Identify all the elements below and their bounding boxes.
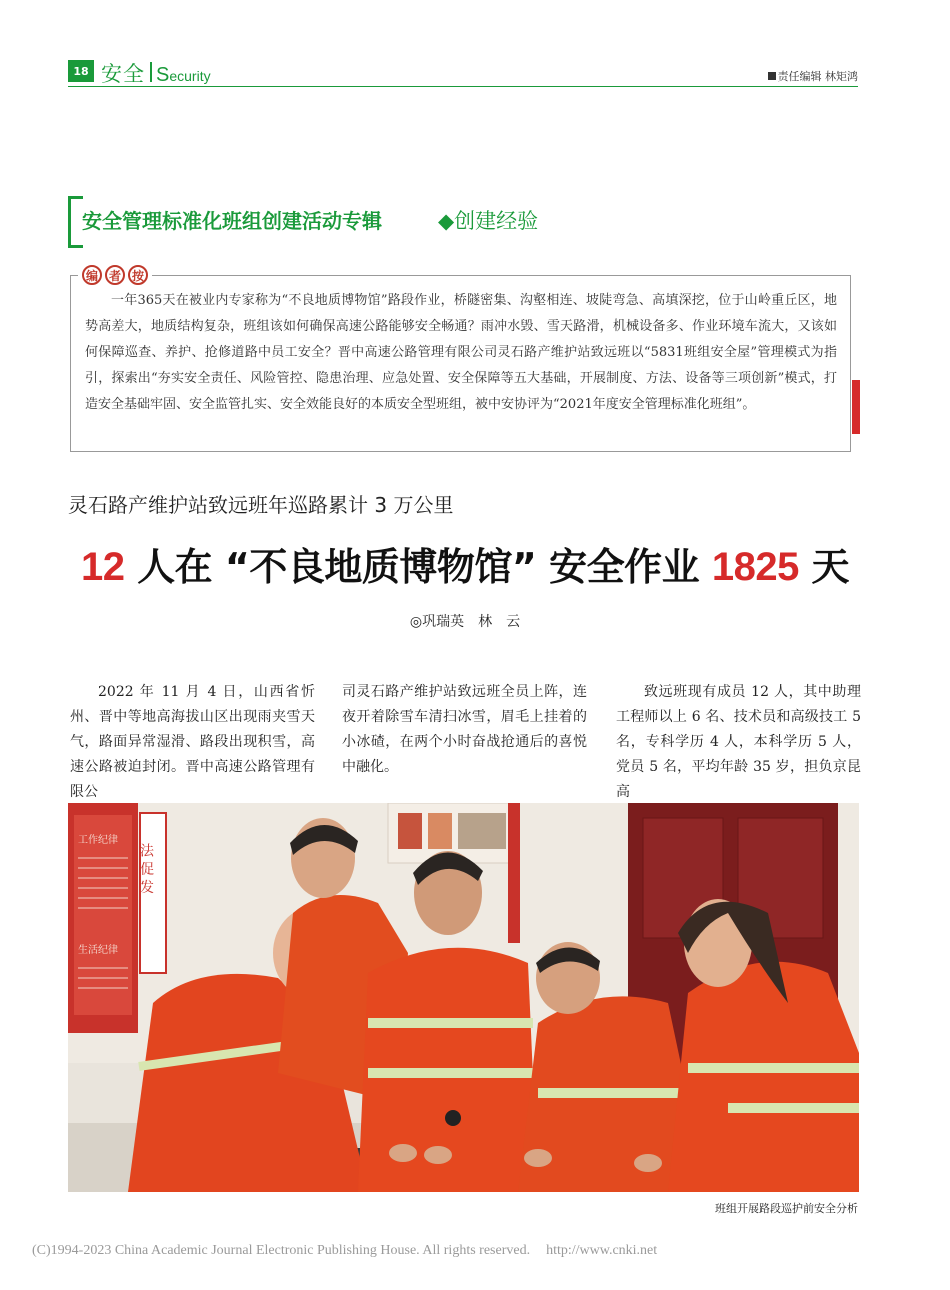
- column-subtitle: ◆创建经验: [438, 209, 539, 233]
- wall-sign: 法 促 发: [138, 843, 154, 894]
- note-label-char: 按: [128, 265, 148, 285]
- column-bracket: [68, 196, 83, 248]
- board-title: 工作纪律: [78, 835, 118, 846]
- column-title: 安全管理标准化班组创建活动专辑: [82, 209, 382, 233]
- article-headline: [0, 536, 930, 591]
- section-name: 安全: [101, 62, 145, 86]
- note-label-char: 编: [82, 265, 102, 285]
- byline: ◎巩瑞英 林 云: [409, 614, 521, 630]
- headline-number: 1825: [711, 545, 799, 589]
- team-photo: [68, 803, 859, 1192]
- article-kicker: 灵石路产维护站致远班年巡路累计 3 万公里: [68, 493, 454, 517]
- editor-credit: [768, 68, 859, 84]
- editor-note-label: [78, 265, 152, 285]
- section-divider: [150, 62, 152, 82]
- body-column-3: 致远班现有成员 12 人，其中助理工程师以上 6 名、技术员和高级技工 5 名，专科学历 4 人，本科学历 5 人，党员 5 名，平均年龄 35 岁，担负京昆高: [616, 684, 861, 800]
- photo-caption: 班组开展路段巡护前安全分析: [715, 1202, 858, 1215]
- editor-credit-text: 责任编辑 林矩鸿: [777, 70, 858, 83]
- page-edge-tab: [852, 380, 860, 434]
- headline-text: 天: [798, 545, 850, 589]
- page-footer: [32, 1243, 657, 1259]
- page-number: 18: [68, 60, 94, 82]
- header-rule: [68, 86, 858, 87]
- section-english-initial: S: [156, 64, 170, 86]
- note-label-char: 者: [105, 265, 125, 285]
- board-title: 生活纪律: [78, 945, 118, 956]
- section-name-english: [156, 64, 211, 87]
- editor-note-text: 一年365天在被业内专家称为“不良地质博物馆”路段作业，桥隧密集、沟壑相连、坡陡弯急、高填深挖，位于山岭重丘区，地势高差大，地质结构复杂，班组该如何确保高速公路能够安全畅通？雨冲水毁、雪天路滑，机械设备多、作业环境车流大，又该如何保障巡查、养护、抢修道路中员工安全？晋中高速公路管理有限公司灵石路产维护站致远班以“5831班组安全屋”管理模式为指引，探索出“夯实安全责任、风险管控、隐患治理、应急处置、安全保障等五大基础，开展制度、方法、设备等三项创新”模式，打造安全基础牢固、安全监管扎实、安全效能良好的本质安全型班组，被中安协评为“2021年度安全管理标准化班组”。: [85, 293, 837, 412]
- headline-text: 人在 “不良地质博物馆” 安全作业: [124, 545, 712, 589]
- headline-number: 12: [80, 545, 125, 589]
- body-column-2: 司灵石路产维护站致远班全员上阵，连夜开着除雪车清扫冰雪，眉毛上挂着的小冰碴，在两个小时奋战抢通后的喜悦中融化。: [342, 684, 587, 775]
- section-english-rest: ecurity: [169, 68, 211, 84]
- body-column-1: 2022 年 11 月 4 日，山西省忻州、晋中等地高海拔山区出现雨夹雪天气，路面异常湿滑、路段出现积雪，高速公路被迫封闭。晋中高速公路管理有限公: [70, 684, 315, 800]
- copyright-text: (C)1994-2023 China Academic Journal Electronic Publishing House. All rights reserved.: [32, 1243, 531, 1258]
- footer-url[interactable]: http://www.cnki.net: [546, 1243, 658, 1258]
- square-bullet-icon: [768, 72, 776, 80]
